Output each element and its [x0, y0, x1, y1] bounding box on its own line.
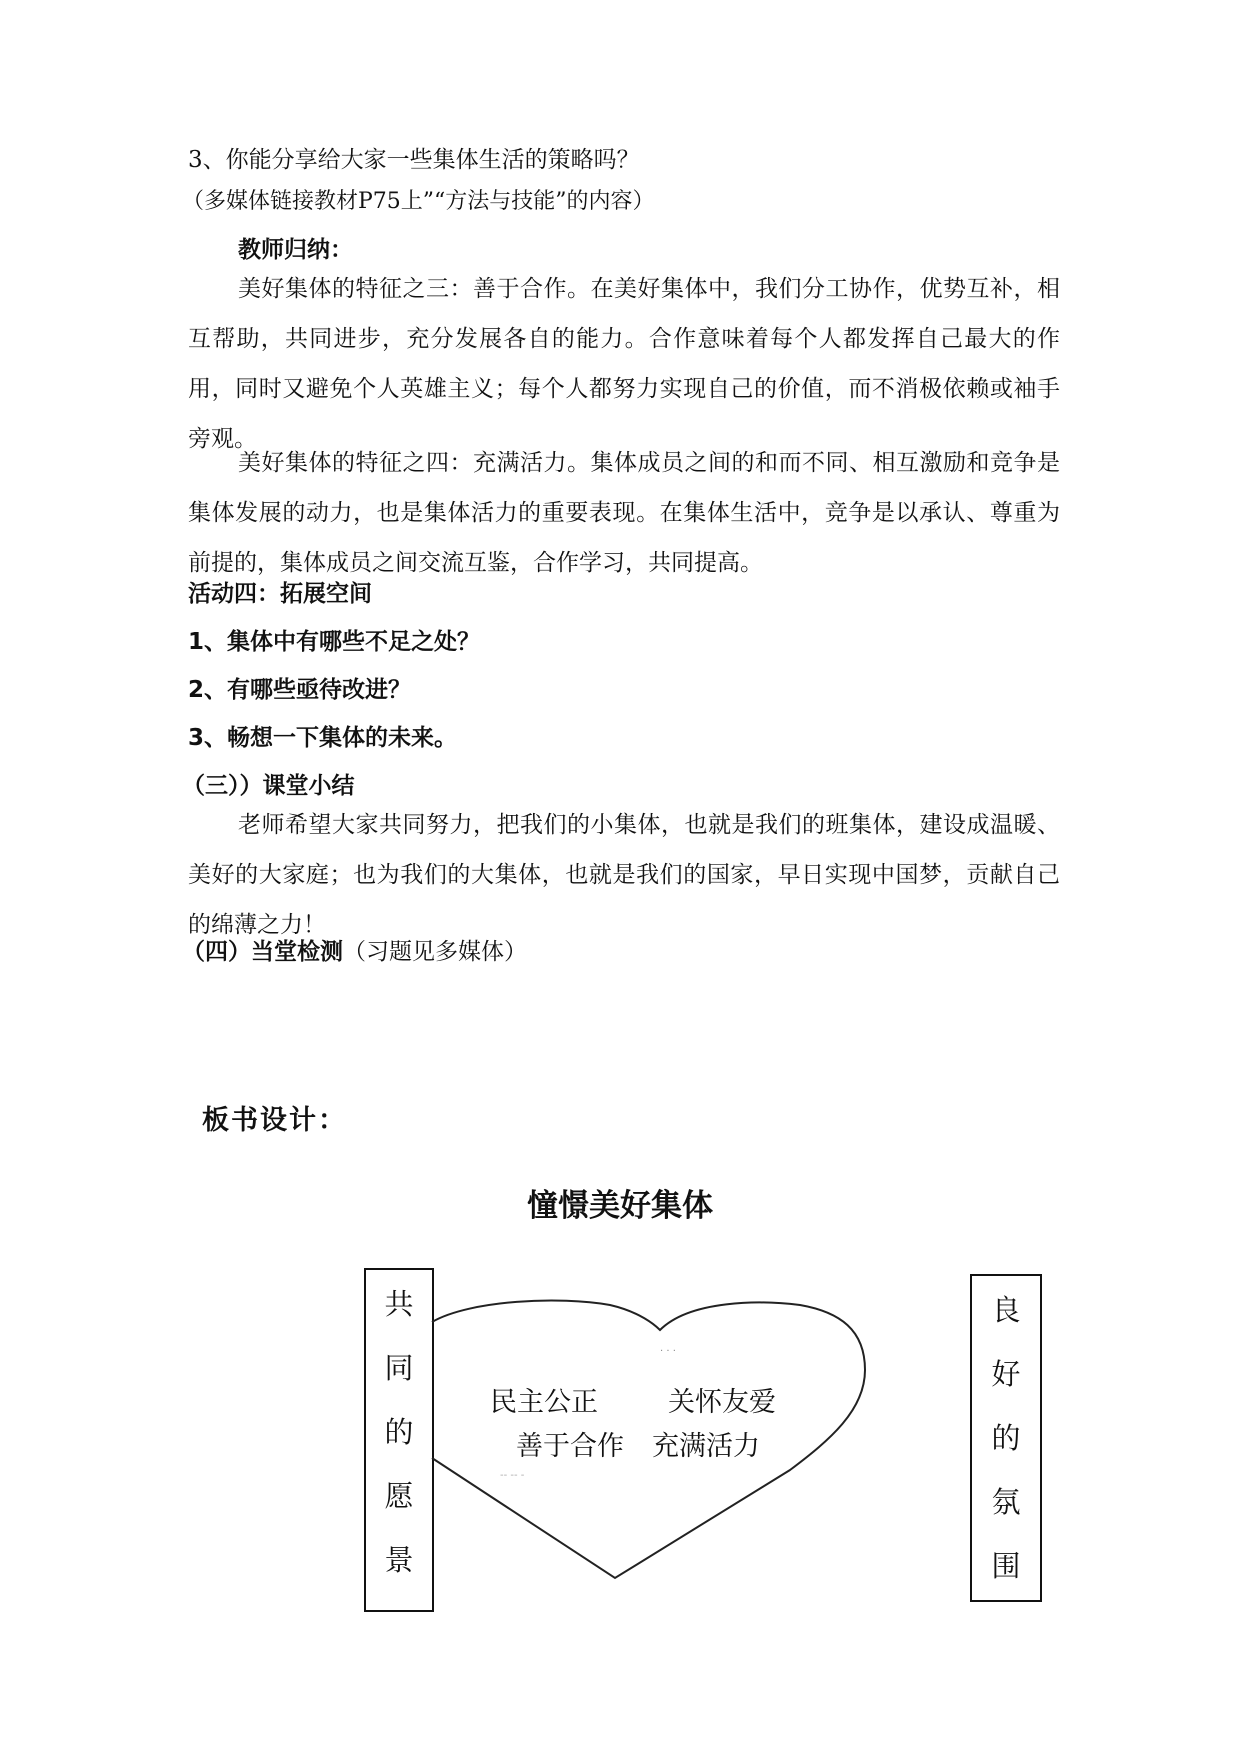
heart-item-democracy: 民主公正 — [490, 1387, 598, 1418]
heart-item-care: 关怀友爱 — [668, 1387, 776, 1418]
svg-text:· · ·: · · · — [660, 1346, 676, 1357]
teacher-hope-paragraph: 老师希望大家共同努力，把我们的小集体，也就是我们的班集体，建设成温暖、美好的大家庭；也为我们的大集体，也就是我们的国家，早日实现中国梦，贡献自己的绵薄之力！ — [188, 812, 1060, 938]
left-box-char: 同 — [384, 1351, 414, 1385]
media-note: （多媒体链接教材P75上”“方法与技能”的内容） — [182, 189, 655, 214]
question-3: 3、你能分享给大家一些集体生活的策略吗？ — [188, 147, 640, 173]
board-design-label: 板书设计： — [202, 1105, 347, 1136]
right-box-char: 氛 — [991, 1485, 1021, 1519]
activity-item-2: 2、有哪些亟待改进？ — [188, 677, 412, 703]
teacher-summary-heading: 教师归纳： — [238, 237, 353, 263]
activity-item-3: 3、畅想一下集体的未来。 — [188, 725, 458, 751]
feature-three-paragraph: 美好集体的特征之三：善于合作。在美好集体中，我们分工协作，优势互补，相互帮助，共同进步，充分发展各自的能力。合作意味着每个人都发挥自己最大的作用，同时又避免个人英雄主义；每个人都努力实现自己的价值，而不消极依赖或袖手旁观。 — [188, 276, 1060, 452]
feature-four-paragraph: 美好集体的特征之四：充满活力。集体成员之间的和而不同、相互激励和竞争是集体发展的动力，也是集体活力的重要表现。在集体生活中，竞争是以承认、尊重为前提的，集体成员之间交流互鉴，合作学习，共同提高。 — [188, 450, 1060, 576]
right-box-char: 围 — [991, 1549, 1021, 1583]
activity-item-1: 1、集体中有哪些不足之处？ — [188, 629, 481, 655]
left-box-char: 愿 — [384, 1479, 414, 1513]
right-box-char: 良 — [991, 1293, 1021, 1327]
left-box-char: 景 — [384, 1543, 414, 1577]
right-box-char: 的 — [991, 1421, 1021, 1455]
heart-item-cooperation: 善于合作 — [516, 1431, 624, 1462]
left-box-char: 共 — [384, 1287, 414, 1321]
svg-text:-- -- -: -- -- - — [500, 1470, 525, 1481]
check-heading: （四）当堂检测 — [182, 939, 343, 965]
class-summary-heading: （三））课堂小结 — [182, 773, 355, 799]
check-note: （习题见多媒体） — [343, 939, 527, 965]
right-box-char: 好 — [991, 1357, 1021, 1391]
activity-four-heading: 活动四：拓展空间 — [188, 581, 372, 607]
board-title: 憧憬美好集体 — [527, 1188, 713, 1224]
left-box-char: 的 — [384, 1415, 414, 1449]
heart-item-vitality: 充满活力 — [652, 1431, 760, 1462]
